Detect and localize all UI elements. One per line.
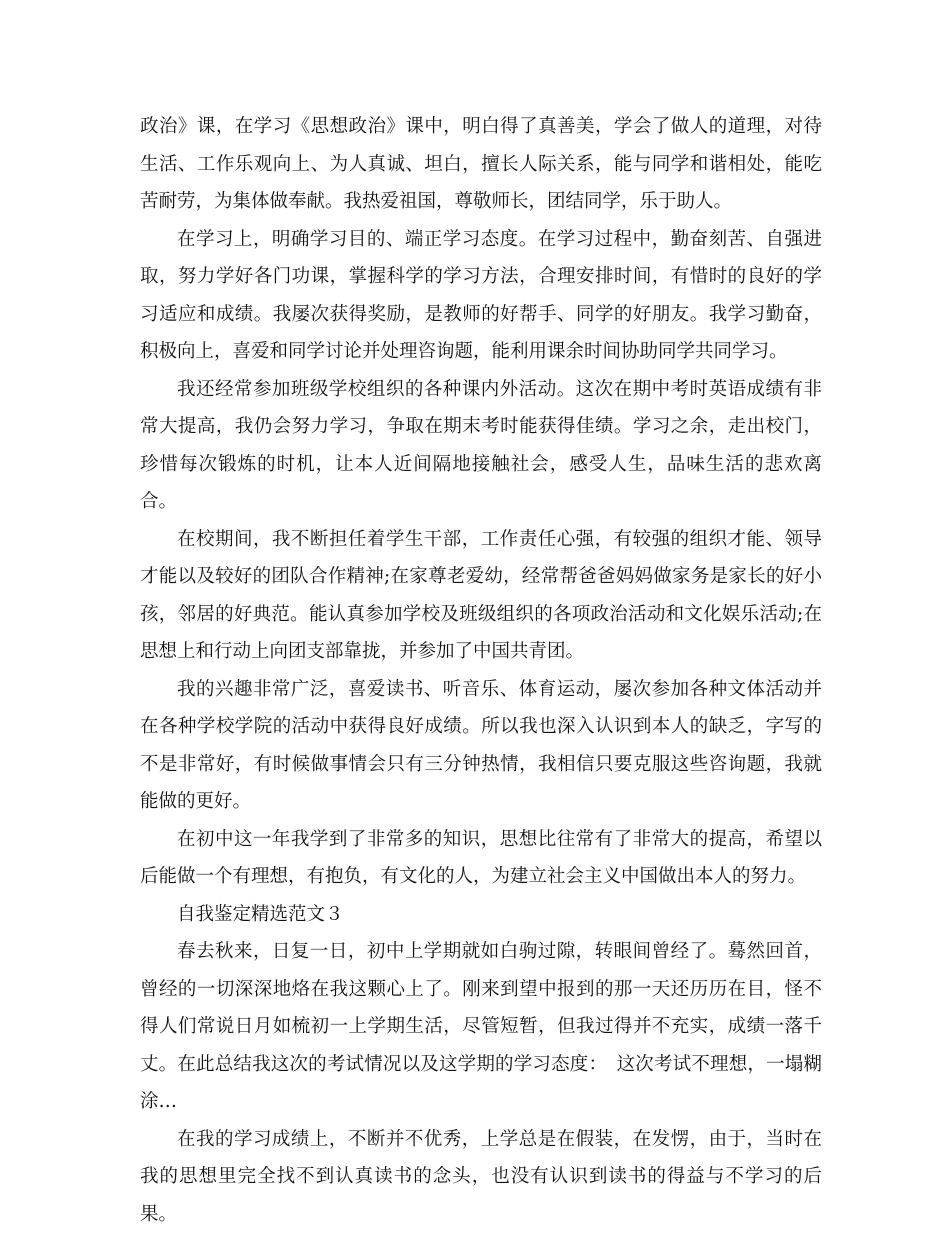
- document-body: [140, 108, 822, 1233]
- paragraph-3: 我还经常参加班级学校组织的各种课内外活动。这次在期中考时英语成绩有非常大提高，我仍会努力学习，争取在期末考时能获得佳绩。学习之余，走出校门，珍惜每次锻炼的时机，让本人近间隔地接触社会，感受人生，品味生活的悲欢离合。: [140, 371, 822, 521]
- section-heading: 自我鉴定精选范文３: [140, 896, 822, 934]
- paragraph-7: 春去秋来，日复一日，初中上学期就如白驹过隙，转眼间曾经了。蓦然回首，曾经的一切深深地烙在我这颗心上了。刚来到望中报到的那一天还历历在目，怪不得人们常说日月如梳初一上学期生活，尽管短暂，但我过得并不充实，成绩一落千丈。在此总结我这次的考试情况以及这学期的学习态度： 这次考试不理想，一塌糊涂…: [140, 933, 822, 1121]
- paragraph-2: 在学习上，明确学习目的、端正学习态度。在学习过程中，勤奋刻苦、自强进取，努力学好各门功课，掌握科学的学习方法，合理安排时间，有惜时的良好的学习适应和成绩。我屡次获得奖励，是教师的好帮手、同学的好朋友。我学习勤奋，积极向上，喜爱和同学讨论并处理咨询题，能利用课余时间协助同学共同学习。: [140, 221, 822, 371]
- paragraph-1: 政治》课，在学习《思想政治》课中，明白得了真善美，学会了做人的道理，对待生活、工作乐观向上、为人真诚、坦白，擅长人际关系，能与同学和谐相处，能吃苦耐劳，为集体做奉献。我热爱祖国，尊敬师长，团结同学，乐于助人。: [140, 108, 822, 221]
- paragraph-8: 在我的学习成绩上，不断并不优秀，上学总是在假装，在发愣，由于，当时在我的思想里完全找不到认真读书的念头，也没有认识到读书的得益与不学习的后果。: [140, 1121, 822, 1233]
- paragraph-6: 在初中这一年我学到了非常多的知识，思想比往常有了非常大的提高，希望以后能做一个有理想，有抱负，有文化的人，为建立社会主义中国做出本人的努力。: [140, 821, 822, 896]
- paragraph-4: 在校期间，我不断担任着学生干部，工作责任心强，有较强的组织才能、领导才能以及较好的团队合作精神;在家尊老爱幼，经常帮爸爸妈妈做家务是家长的好小孩，邻居的好典范。能认真参加学校及班级组织的各项政治活动和文化娱乐活动;在思想上和行动上向团支部靠拢，并参加了中国共青团。: [140, 521, 822, 671]
- paragraph-5: 我的兴趣非常广泛，喜爱读书、听音乐、体育运动，屡次参加各种文体活动并在各种学校学院的活动中获得良好成绩。所以我也深入认识到本人的缺乏，字写的不是非常好，有时候做事情会只有三分钟热情，我相信只要克服这些咨询题，我就能做的更好。: [140, 671, 822, 821]
